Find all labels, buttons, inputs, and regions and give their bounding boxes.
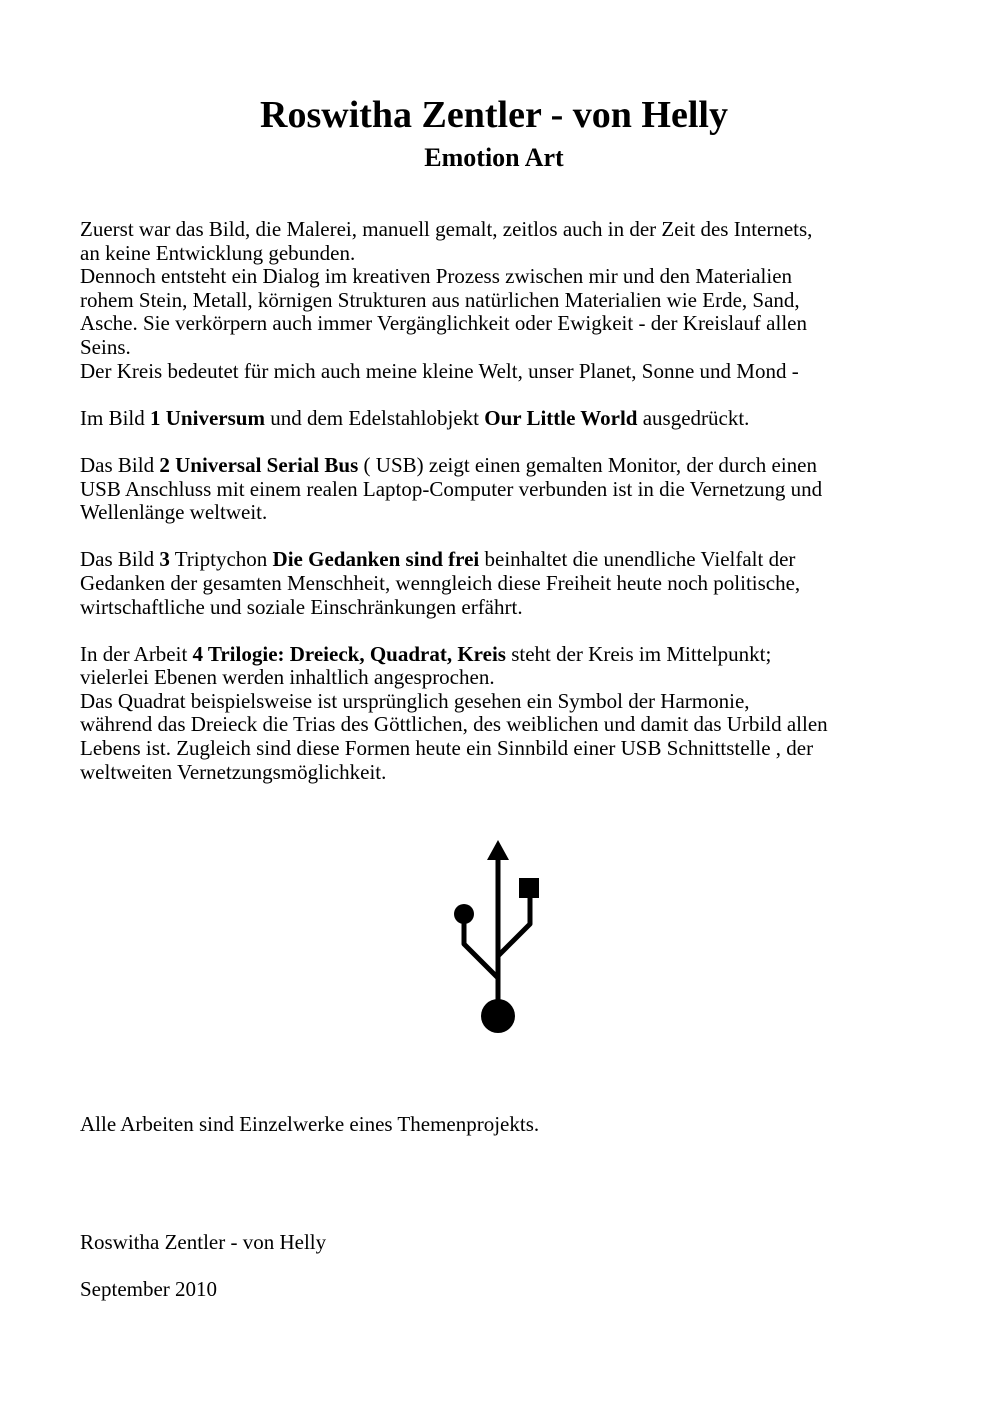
work-3-paragraph xyxy=(80,548,940,619)
usb-left-dot xyxy=(454,904,474,924)
work-title: 2 Universal Serial Bus xyxy=(159,452,359,477)
text-line: an keine Entwicklung gebunden. xyxy=(80,240,356,265)
text-fragment: steht der Kreis im Mittelpunkt; xyxy=(505,641,772,666)
usb-base-circle xyxy=(481,999,515,1033)
text-line: während das Dreieck die Trias des Göttlichen, des weiblichen und damit das Urbild allen xyxy=(80,712,828,737)
text-line: Wellenlänge weltweit. xyxy=(80,500,268,525)
text-line: weltweiten Vernetzungsmöglichkeit. xyxy=(80,759,387,784)
text-line xyxy=(80,643,940,667)
text-fragment: ( USB) zeigt einen gemalten Monitor, der durch einen xyxy=(358,452,817,477)
text-fragment: und dem Edelstahlobjekt xyxy=(264,405,485,430)
work-4-paragraph xyxy=(80,643,940,785)
work-number: 3 xyxy=(159,547,170,572)
object-title: Our Little World xyxy=(484,405,638,430)
author-signature: Roswitha Zentler - von Helly xyxy=(80,1230,327,1254)
text-line: Asche. Sie verkörpern auch immer Vergänglichkeit oder Ewigkeit - der Kreislauf allen xyxy=(80,311,807,336)
text-line: Gedanken der gesamten Menschheit, wenngleich diese Freiheit heute noch politische, xyxy=(80,570,801,595)
usb-arrow-head xyxy=(487,840,509,860)
work-title: 1 Universum xyxy=(150,405,265,430)
text-line: Lebens ist. Zugleich sind diese Formen heute ein Sinnbild einer USB Schnittstelle , der xyxy=(80,736,814,761)
text-fragment: beinhaltet die unendliche Vielfalt der xyxy=(479,547,796,572)
text-fragment: Triptychon xyxy=(169,547,273,572)
work-2-paragraph xyxy=(80,454,940,525)
usb-left-branch xyxy=(464,916,498,978)
text-line: Zuerst war das Bild, die Malerei, manuell gemalt, zeitlos auch in der Zeit des Internets, xyxy=(80,217,813,241)
work-title: Die Gedanken sind frei xyxy=(272,547,480,572)
page-subtitle: Emotion Art xyxy=(424,143,564,172)
text-fragment: Das Bild xyxy=(80,452,160,477)
document-body xyxy=(80,218,940,808)
text-fragment: ausgedrückt. xyxy=(637,405,750,430)
text-line: vielerlei Ebenen werden inhaltlich angesprochen. xyxy=(80,665,495,690)
work-title: 4 Trilogie: Dreieck, Quadrat, Kreis xyxy=(192,641,506,666)
usb-right-branch xyxy=(498,894,530,956)
text-fragment: In der Arbeit xyxy=(80,641,193,666)
text-fragment: Im Bild xyxy=(80,405,151,430)
text-line xyxy=(80,454,940,478)
text-line: Der Kreis bedeutet für mich auch meine kleine Welt, unser Planet, Sonne und Mond - xyxy=(80,358,799,383)
work-1-paragraph xyxy=(80,407,940,431)
document-date: September 2010 xyxy=(80,1277,218,1301)
intro-paragraph xyxy=(80,218,940,383)
text-line: Das Quadrat beispielsweise ist ursprünglich gesehen ein Symbol der Harmonie, xyxy=(80,688,750,713)
text-line: Dennoch entsteht ein Dialog im kreativen Prozess zwischen mir und den Materialien xyxy=(80,264,793,289)
text-line: Seins. xyxy=(80,334,131,359)
text-fragment: Das Bild xyxy=(80,547,160,572)
usb-icon xyxy=(438,832,558,1042)
text-line xyxy=(80,548,940,572)
text-line: rohem Stein, Metall, körnigen Strukturen aus natürlichen Materialien wie Erde, Sand, xyxy=(80,287,800,312)
page-title: Roswitha Zentler - von Helly xyxy=(260,94,728,136)
usb-right-square xyxy=(519,878,539,898)
text-line: USB Anschluss mit einem realen Laptop-Computer verbunden ist in die Vernetzung und xyxy=(80,476,823,501)
text-line: wirtschaftliche und soziale Einschränkungen erfährt. xyxy=(80,594,523,619)
text-line xyxy=(80,407,940,431)
closing-sentence: Alle Arbeiten sind Einzelwerke eines Themenprojekts. xyxy=(80,1112,540,1136)
